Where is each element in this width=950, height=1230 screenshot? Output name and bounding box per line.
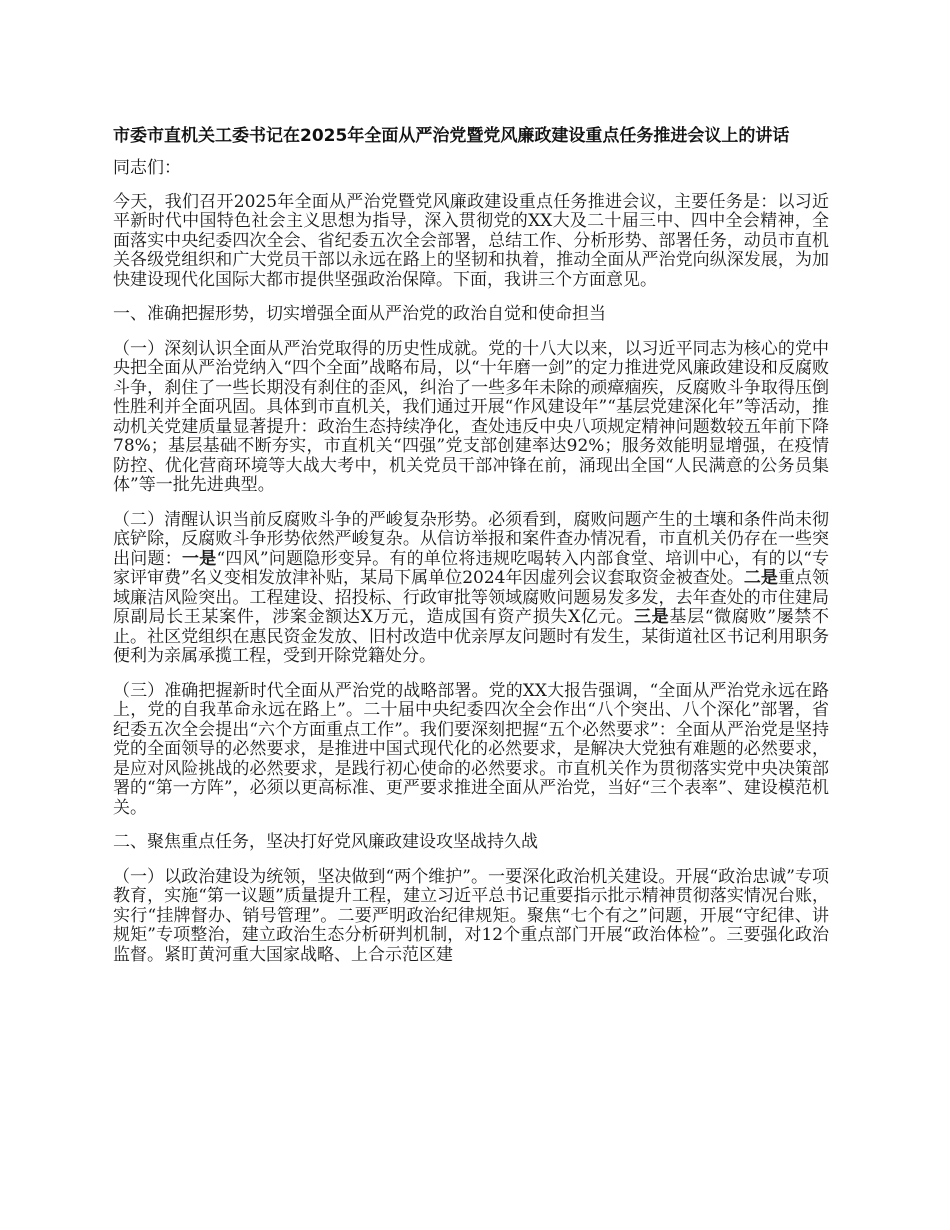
section-2-paragraph-1: （一）以政治建设为统领，坚决做到“两个维护”。一要深化政治机关建设。开展“政治忠诚”专项教育，实施“第一议题”质量提升工程，建立习近平总书记重要指示批示精神贯彻落实情况台账，实行“挂牌督办、销号管理”。二要严明政治纪律规矩。聚焦“七个有之”问题，开展“守纪律、讲规矩”专项整治，建立政治生态分析研判机制，对12个重点部门开展“政治体检”。三要强化政治监督。紧盯黄河重大国家战略、上合示范区建 xyxy=(113,866,829,965)
document-title: 市委市直机关工委书记在2025年全面从严治党暨党风廉政建设重点任务推进会议上的讲话 xyxy=(113,126,790,146)
section-1-paragraph-2 xyxy=(113,511,829,667)
bold-marker-first: 一是 xyxy=(181,548,217,569)
section-1-paragraph-1: （一）深刻认识全面从严治党取得的历史性成就。党的十八大以来，以习近平同志为核心的党中央把全面从严治党纳入“四个全面”战略布局，以“十年磨一剑”的定力推进党风廉政建设和反腐败斗争，刹住了一些长期没有刹住的歪风，纠治了一些多年未除的顽瘴痼疾，反腐败斗争取得压倒性胜利并全面巩固。具体到市直机关，我们通过开展“作风建设年”“基层党建深化年”等活动，推动机关党建质量显著提升：政治生态持续净化，查处违反中央八项规定精神问题数较五年前下降78%；基层基础不断夯实，市直机关“四强”党支部创建率达92%；服务效能明显增强，在疫情防控、优化营商环境等大战大考中，机关党员干部冲锋在前，涌现出全国“人民满意的公务员集体”等一批先进典型。 xyxy=(113,338,829,495)
document-page xyxy=(113,125,829,980)
intro-paragraph: 今天，我们召开2025年全面从严治党暨党风廉政建设重点任务推进会议，主要任务是：以习近平新时代中国特色社会主义思想为指导，深入贯彻党的XX大及二十届三中、四中全会精神，全面落实中央纪委四次全会、省纪委五次全会部署，总结工作、分析形势、部署任务，动员市直机关各级党组织和广大党员干部以永远在路上的坚韧和执着，推动全面从严治党向纵深发展，为加快建设现代化国际大都市提供坚强政治保障。下面，我讲三个方面意见。 xyxy=(113,191,829,290)
section-1-heading: 一、准确把握形势，切实增强全面从严治党的政治自觉和使命担当 xyxy=(113,304,606,324)
paragraph-text: （二）清醒认识当前反腐败斗争的严峻复杂形势。必须看到，腐败问题产生的土壤和条件尚未彻底铲除，反腐败斗争形势依然严峻复杂。从信访举报和案件查办情况看，市直机关仍存在一些突出问题： xyxy=(113,509,829,569)
section-1-paragraph-3: （三）准确把握新时代全面从严治党的战略部署。党的XX大报告强调，“全面从严治党永远在路上，党的自我革命永远在路上”。二十届中央纪委四次全会作出“八个突出、八个深化”部署，省纪委五次全会提出“六个方面重点工作”。我们要深刻把握“五个必然要求”：全面从严治党是坚持党的全面领导的必然要求，是推进中国式现代化的必然要求，是解决大党独有难题的必然要求，是应对风险挑战的必然要求，是践行初心使命的必然要求。市直机关作为贯彻落实党中央决策部署的“第一方阵”，必须以更高标准、更严要求推进全面从严治党，当好“三个表率”、建设模范机关。 xyxy=(113,680,829,818)
bold-marker-second: 二是 xyxy=(743,568,778,588)
greeting: 同志们： xyxy=(113,158,181,178)
paragraph-text: “四风”问题隐形变异。有的单位将违规吃喝转入内部食堂、培训中心，有的以“专家评审费”名义变相发放津补贴，某局下属单位2024年因虚列会议套取资金被查处。 xyxy=(113,548,830,588)
bold-marker-third: 三是 xyxy=(633,607,670,627)
paragraph-text: 基层“微腐败”屡禁不止。社区党组织在惠民资金发放、旧村改造中优亲厚友问题时有发生，某街道社区书记利用职务便利为亲属承揽工程，受到开除党籍处分。 xyxy=(113,607,829,666)
section-2-heading: 二、聚焦重点任务，坚决打好党风廉政建设攻坚战持久战 xyxy=(113,832,538,852)
paragraph-text: 重点领域廉洁风险突出。工程建设、招投标、行政审批等领域腐败问题易发多发，去年查处的市住建局原副局长王某案件，涉案金额达X万元，造成国有资产损失X亿元。 xyxy=(113,568,830,627)
